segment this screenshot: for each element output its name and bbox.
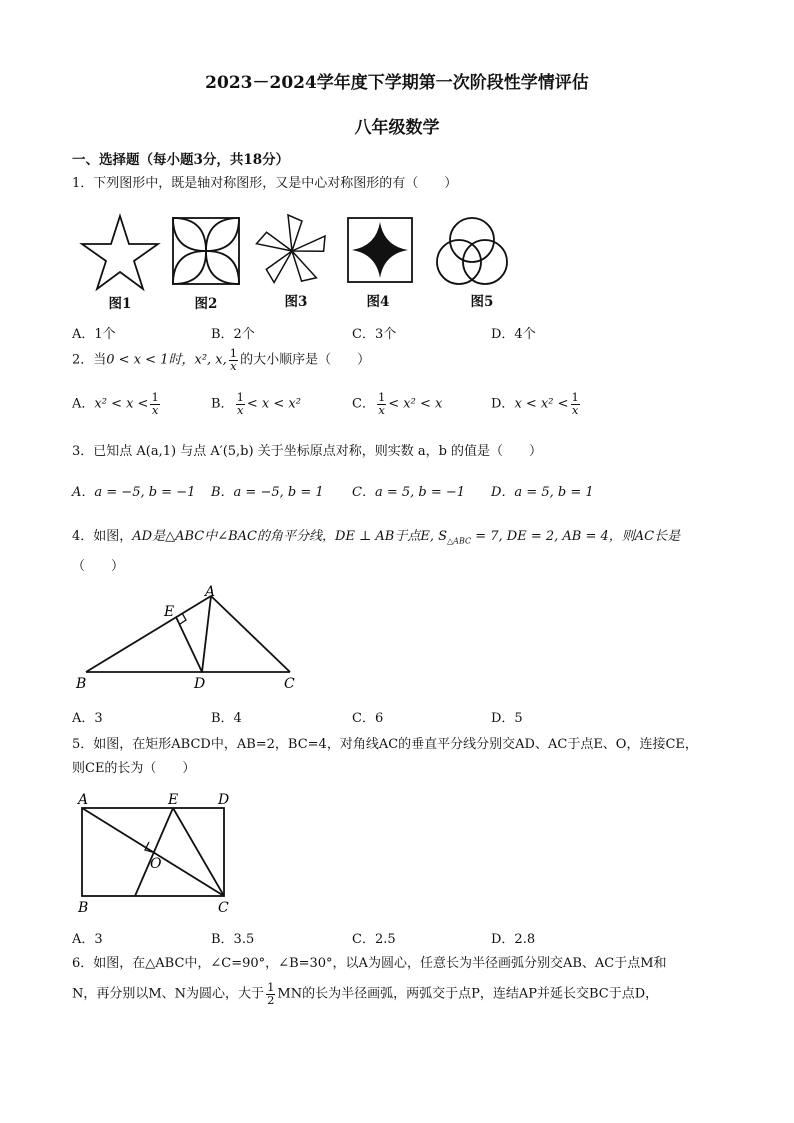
label-C: C [218,900,229,916]
q1-option-a[interactable]: A．1个 [72,327,116,342]
question-6-line1: 6．如图，在△ABC中，∠C=90°，∠B=30°，以A为圆心，任意长为半径画弧分别交AB、AC于点M和 [72,956,667,971]
q4-option-c[interactable]: C．6 [352,711,384,726]
q2-condition: 0 < x < 1 [106,352,169,368]
question-5-figure [72,790,247,916]
square-star-figure [348,218,412,282]
question-4-figure [72,582,312,690]
q2-mid: 时，x², x, [168,352,227,368]
q2-prefix: 2．当 [72,352,107,368]
figure-4-label: 图4 [366,294,390,310]
q2-fraction: $\frac{1}{x}$ [229,346,238,373]
question-4-text: 4．如图，AD是△ABC中∠BAC的角平分线，DE ⊥ AB于点E, $S_{\triangle ABC} = 7$, DE = 2, AB = 4，则AC长是 [72,529,681,546]
q5-option-a[interactable]: A．3 [72,932,103,947]
label-E: E [164,604,175,620]
label-B: B [78,900,89,916]
question-5-line2: 则CE的长为（ ） [72,761,196,776]
q1-option-c[interactable]: C．3个 [352,327,397,342]
three-circles-figure [437,218,507,284]
question-5-line1: 5．如图，在矩形ABCD中，AB=2，BC=4，对角线AC的垂直平分线分别交AD、AC于点E、O，连接CE， [72,737,698,752]
q2-suffix: 的大小顺序是（ ） [240,352,371,368]
q3-option-a[interactable]: A．a = −5, b = −1 [72,485,196,500]
label-A: A [205,584,216,600]
q1-option-d[interactable]: D．4个 [491,327,536,342]
q5-option-c[interactable]: C．2.5 [352,932,396,947]
q2-option-c[interactable]: C． $\frac{1}{x}$ < x² < x [352,390,443,417]
q2-option-d[interactable]: D．x < x² < $\frac{1}{x}$ [491,390,579,417]
label-D: D [218,792,230,808]
q5-option-d[interactable]: D．2.8 [491,932,536,947]
square-petals-figure [173,218,239,284]
label-B: B [76,676,87,690]
label-O: O [150,856,162,872]
q3-option-d[interactable]: D．a = 5, b = 1 [491,485,594,500]
question-3-text: 3．已知点 A(a,1) 与点 A′(5,b) 关于坐标原点对称，则实数 a，b 的值是（ ） [72,444,543,459]
star-figure [82,216,158,289]
q5-option-b[interactable]: B．3.5 [211,932,255,947]
section-heading: 一、选择题（每小题3分，共18分） [72,152,290,168]
figure-5-label: 图5 [470,294,494,310]
q2-option-a[interactable]: A．x² < x < $\frac{1}{x}$ [72,390,159,417]
question-4-paren: （ ） [72,559,125,574]
q4-option-d[interactable]: D．5 [491,711,523,726]
question-1-figures [78,206,528,292]
q1-option-b[interactable]: B．2个 [211,327,255,342]
exam-subtitle: 八年级数学 [354,118,440,138]
label-A: A [78,792,89,808]
figure-3-label: 图3 [284,294,308,310]
pinwheel-figure [257,215,330,286]
q3-option-c[interactable]: C．a = 5, b = −1 [352,485,466,500]
label-D: D [194,676,206,690]
question-2-text [72,348,370,372]
q4-option-a[interactable]: A．3 [72,711,103,726]
figure-2-label: 图2 [194,296,218,312]
question-1-text: 1．下列图形中，既是轴对称图形，又是中心对称图形的有（ ） [72,176,458,191]
label-C: C [284,676,295,690]
q6-half-fraction: $\frac{1}{2}$ [267,980,275,1007]
figure-1-label: 图1 [108,296,132,312]
q2-option-b[interactable]: B． $\frac{1}{x}$ < x < x² [211,390,301,417]
question-6-line2: N，再分别以M、N为圆心，大于 $\frac{1}{2}$ MN的长为半径画弧，两弧交于点P，连结AP并延长交BC于点D， [72,980,659,1007]
label-E: E [168,792,179,808]
exam-title: 2023－2024学年度下学期第一次阶段性学情评估 [205,73,589,93]
q3-option-b[interactable]: B．a = −5, b = 1 [211,485,324,500]
q4-option-b[interactable]: B．4 [211,711,242,726]
